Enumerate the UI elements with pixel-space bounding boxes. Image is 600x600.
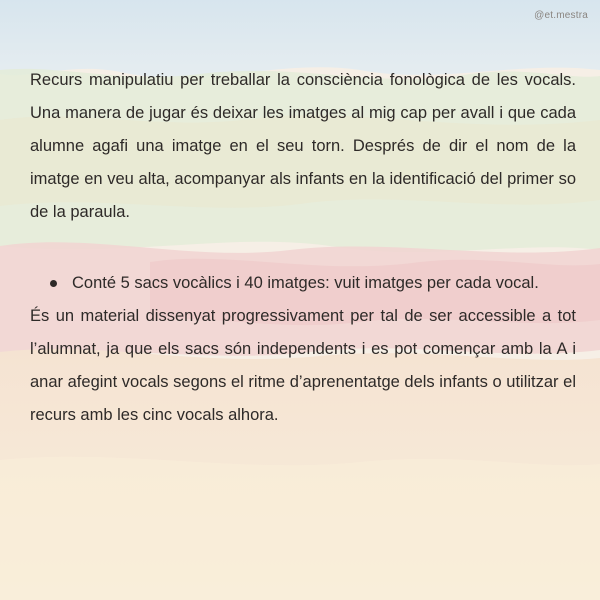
bullet-list xyxy=(30,267,576,300)
description-paragraph: És un material dissenyat progressivament per tal de ser accessible a tot l’alumnat, ja que els sacs són independents i es pot començar amb la A i anar afegint vocals segons el ritme d’aprenentatge dels infants o utilitzar el recurs amb les cinc vocals alhora. xyxy=(30,307,576,424)
author-handle: @et.mestra xyxy=(534,10,588,21)
intro-paragraph: Recurs manipulatiu per treballar la consciència fonològica de les vocals. Una manera de jugar és deixar les imatges al mig cap per avall i que cada alumne agafi una imatge en el seu torn. Després de dir el nom de la imatge en veu alta, acompanyar als infants en la identificació del primer so de la paraula. xyxy=(30,71,576,221)
main-text xyxy=(30,64,576,432)
list-item: Conté 5 sacs vocàlics i 40 imatges: vuit imatges per cada vocal. xyxy=(72,267,576,300)
